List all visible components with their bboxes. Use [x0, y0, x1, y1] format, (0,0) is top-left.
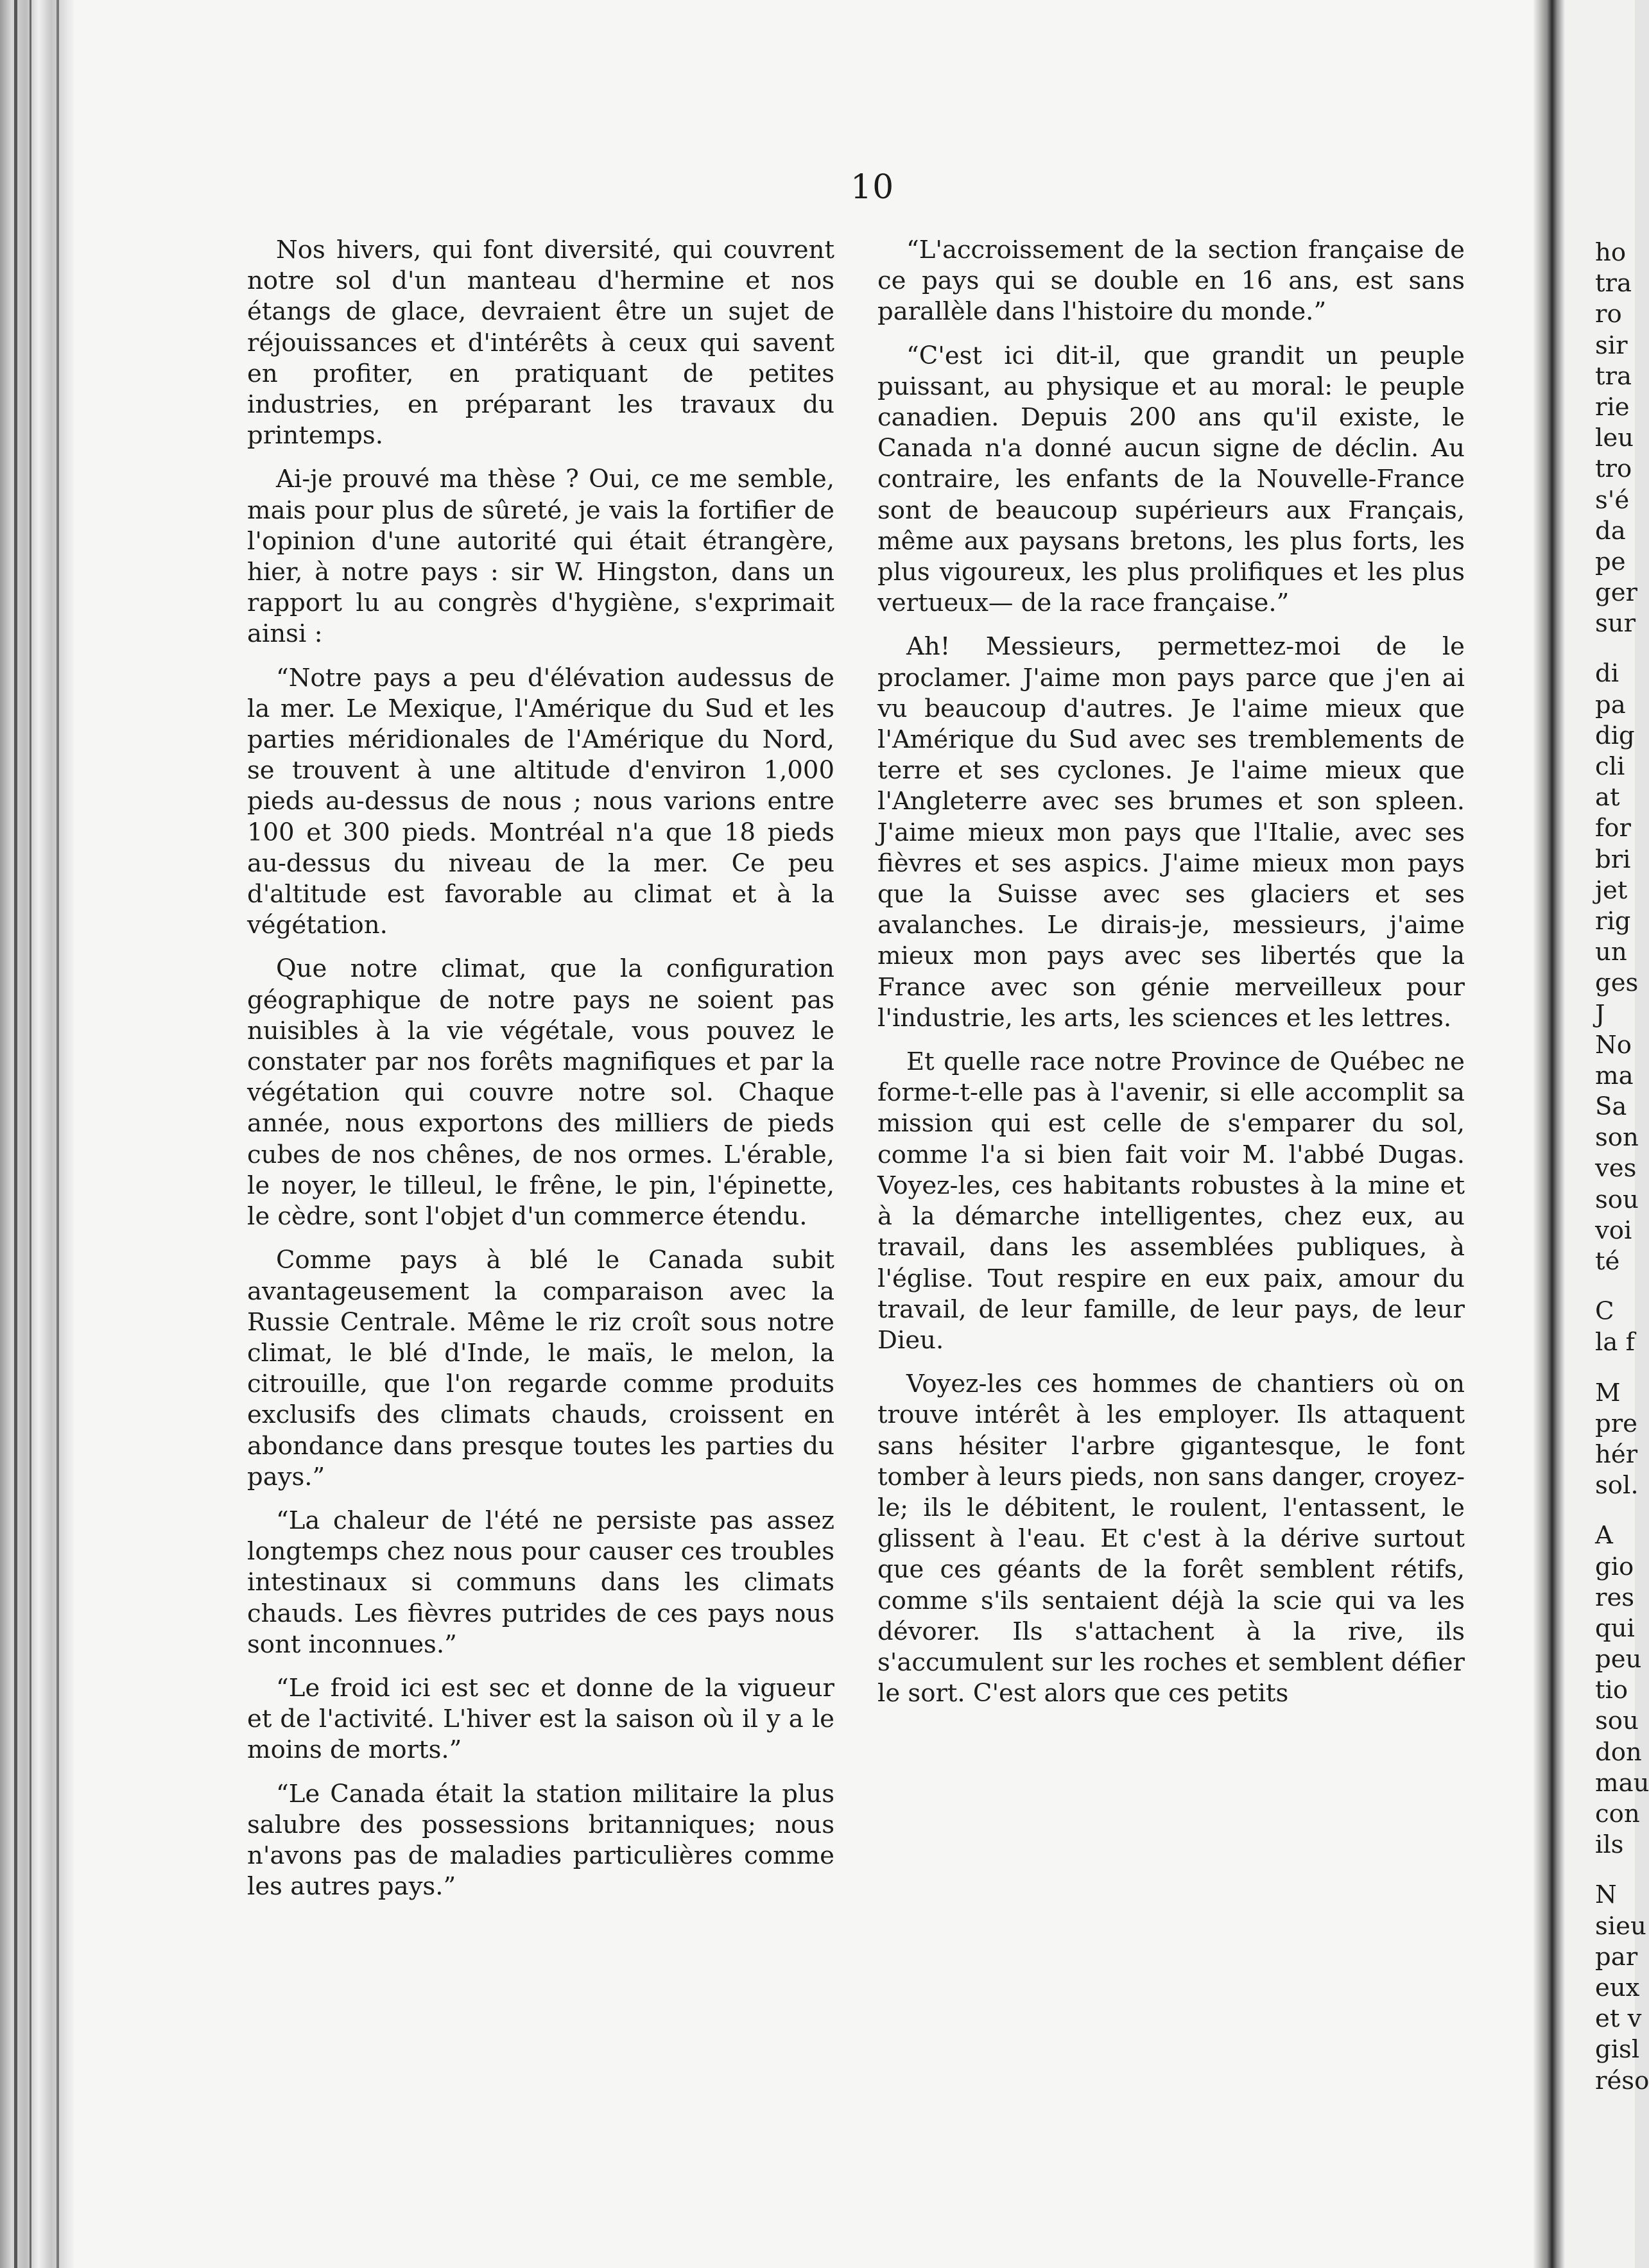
facing-page-fragment-line: [1565, 1860, 1635, 1880]
paragraph: Ah! Messieurs, permettez-moi de le proclamer. J'aime mon pays parce que j'en ai vu beaucoup d'autres. Je l'aime mieux que l'Amérique du Sud avec ses tremblements de terre et ses cyclones. Je l'aime mieux que l'Angleterre avec ses brumes et son spleen. J'aime mieux mon pays que l'Italie, avec ses fièvres et ses aspics. J'aime mieux mon pays que la Suisse avec ses glaciers et ses avalanches. Le dirais-je, messieurs, j'aime mieux mon pays avec ses libertés que la France avec son génie merveilleux pour l'industrie, les arts, les sciences et les lettres.: [877, 632, 1465, 1033]
facing-page-fragment-line: ils: [1595, 1830, 1624, 1860]
paragraph: “Notre pays a peu d'élévation audessus de la mer. Le Mexique, l'Amérique du Sud et les parties méridionales de l'Amérique du Nord, se trouvent à une altitude d'environ 1,000 pieds au-dessus de nous ; nous varions entre 100 et 300 pieds. Montréal n'a que 18 pieds au-dessus du niveau de la mer. Ce peu d'altitude est favorable au climat et à la végétation.: [247, 663, 834, 940]
facing-page-fragment-line: da: [1595, 516, 1626, 546]
facing-page-edge: [1565, 0, 1649, 2268]
facing-page-fragment-line: di: [1595, 659, 1619, 689]
facing-page-fragment-line: A: [1595, 1521, 1613, 1551]
paragraph: Nos hivers, qui font diversité, qui couvrent notre sol d'un manteau d'hermine et nos étangs de glace, devraient être un sujet de réjouissances et d'intérêts à ceux qui savent en profiter, en pratiquant de petites industries, en préparant les travaux du printemps.: [247, 236, 834, 451]
facing-page-fragment-line: res: [1595, 1583, 1635, 1612]
facing-page-fragment-line: con: [1595, 1800, 1640, 1828]
facing-page-fragment-line: ro: [1595, 300, 1622, 329]
facing-page-fragment-line: un: [1595, 938, 1627, 967]
facing-page-fragment-line: ho: [1595, 238, 1627, 267]
facing-page-fragment-line: cli: [1595, 752, 1625, 781]
facing-page-fragment-line: par: [1595, 1942, 1638, 1972]
facing-page-fragment-line: bri: [1595, 845, 1631, 874]
page-gutter-shadow: [1533, 0, 1565, 2268]
facing-page-fragment-line: gio: [1595, 1552, 1634, 1581]
paragraph: “Le Canada était la station militaire la plus salubre des possessions britanniques; nous n'avons pas de maladies particulières comme les autres pays.”: [247, 1779, 834, 1902]
facing-page-fragment-line: [1565, 1501, 1635, 1520]
left-text-column: [247, 235, 834, 1915]
facing-page-fragment-line: la f: [1595, 1328, 1635, 1357]
right-text-column: [877, 235, 1465, 1722]
facing-page-fragment-line: sur: [1595, 609, 1636, 639]
facing-page-fragment-line: eux: [1595, 1973, 1640, 2002]
facing-page-fragment-line: M: [1595, 1378, 1621, 1407]
facing-page-fragment-line: hér: [1595, 1439, 1638, 1469]
facing-page-fragment-line: jet: [1595, 875, 1628, 905]
facing-page-fragment-line: ger: [1595, 578, 1637, 608]
page-number: 10: [850, 168, 895, 207]
facing-page-fragment-line: sieu: [1595, 1911, 1646, 1941]
facing-page-fragment-line: mau: [1595, 1768, 1649, 1798]
facing-page-fragment-line: qui: [1595, 1613, 1635, 1643]
paragraph: Et quelle race notre Province de Québec ne forme-t-elle pas à l'avenir, si elle accomplit sa mission qui est celle de s'emparer du sol, comme l'a si bien fait voir M. l'abbé Dugas. Voyez-les, ces habitants robustes à la mine et à la démarche intelligentes, chez eux, au travail, dans les assemblées publiques, à l'église. Tout respire en eux paix, amour du travail, de leur famille, de leur pays, de leur Dieu.: [877, 1047, 1465, 1355]
facing-page-fragment-line: rie: [1595, 392, 1630, 422]
facing-page-fragment-line: at: [1595, 783, 1620, 812]
facing-page-fragment-line: tra: [1595, 269, 1632, 298]
facing-page-fragment-line: [1565, 1277, 1635, 1296]
facing-page-fragment-line: tra: [1595, 361, 1632, 391]
paragraph: Ai-je prouvé ma thèse ? Oui, ce me semble, mais pour plus de sûreté, je vais la fortifier de l'opinion d'une autorité qui était étrangère, hier, à notre pays : sir W. Hingston, dans un rapport lu au congrès d'hygiène, s'exprimait ainsi :: [247, 465, 834, 649]
paragraph: “La chaleur de l'été ne persiste pas assez longtemps chez nous pour causer ces troubles intestinaux si communs dans les climats chauds. Les fièvres putrides de ces pays nous sont inconnues.”: [247, 1506, 834, 1659]
facing-page-fragment-line: N: [1595, 1880, 1617, 1910]
facing-page-fragment-line: sou: [1595, 1706, 1639, 1736]
facing-page-fragment-line: tro: [1595, 454, 1632, 484]
paragraph: “L'accroissement de la section française de ce pays qui se double en 16 ans, est sans parallèle dans l'histoire du monde.”: [877, 236, 1465, 327]
facing-page-fragment-line: pa: [1595, 690, 1626, 719]
facing-page-fragment-line: s'é: [1595, 485, 1630, 515]
facing-page-fragment-line: ges: [1595, 968, 1639, 998]
facing-page-fragment-line: voi: [1595, 1216, 1632, 1245]
binding-edge-line: [56, 0, 59, 2268]
facing-page-fragment-line: for: [1595, 814, 1631, 843]
binding-edge-line: [30, 0, 31, 2268]
facing-page-fragment-line: sou: [1595, 1185, 1639, 1214]
paragraph: “C'est ici dit-il, que grandit un peuple puissant, au physique et au moral: le peuple canadien. Depuis 200 ans qu'il existe, le Canada n'a donné aucun signe de déclin. Au contraire, les enfants de la Nouvelle-France sont de beaucoup supérieurs aux Français, même aux paysans bretons, les plus forts, les plus vigoureux, les plus prolifiques et les plus vertueux— de la race française.”: [877, 341, 1465, 618]
facing-page-fragment-line: sir: [1595, 331, 1628, 360]
paragraph: Voyez-les ces hommes de chantiers où on trouve intérêt à les employer. Ils attaquent sans hésiter l'arbre gigantesque, le font tomber à leurs pieds, non sans danger, croyez-le; ils le débitent, le roulent, l'entassent, le glissent à l'eau. Et c'est à la dérive surtout que ces géants de la forêt semblent rétifs, comme s'ils sentaient déjà la scie qui va les dévorer. Ils s'attachent à la rive, ils s'accumulent sur les roches et semblent défier le sort. C'est alors que ces petits: [877, 1370, 1465, 1708]
facing-page-fragment-line: sol.: [1595, 1471, 1639, 1500]
facing-page-fragment-line: réso: [1595, 2066, 1649, 2095]
facing-page-fragment-line: tio: [1595, 1676, 1628, 1705]
facing-page-fragment-line: J: [1595, 999, 1605, 1029]
facing-page-fragment-line: pe: [1595, 547, 1626, 576]
facing-page-fragment-line: pre: [1595, 1409, 1637, 1438]
facing-page-fragment-line: No: [1595, 1030, 1632, 1060]
facing-page-fragment-line: C: [1595, 1297, 1614, 1327]
binding-edge-line: [14, 0, 17, 2268]
facing-page-fragment-line: ves: [1595, 1154, 1637, 1183]
paragraph: “Le froid ici est sec et donne de la vigueur et de l'activité. L'hiver est la saison où il y a le moins de morts.”: [247, 1673, 834, 1765]
facing-page-fragment-line: leu: [1595, 424, 1634, 453]
facing-page-fragment-line: rig: [1595, 906, 1631, 936]
facing-page-fragment-line: [1565, 1359, 1635, 1378]
facing-page-fragment-line: dig: [1595, 721, 1635, 750]
paragraph: Que notre climat, que la configuration géographique de notre pays ne soient pas nuisibles à la vie végétale, vous pouvez le constater par nos forêts magnifiques et par la végétation qui couvre notre sol. Chaque année, nous exportons des milliers de pieds cubes de nos chênes, de nos ormes. L'érable, le noyer, le tilleul, le frêne, le pin, l'épinette, le cèdre, sont l'objet d'un commerce étendu.: [247, 954, 834, 1232]
book-binding: [0, 0, 74, 2268]
facing-page-text-fragments: [1565, 237, 1649, 2097]
facing-page-fragment-line: Sa: [1595, 1092, 1627, 1122]
facing-page-fragment-line: té: [1595, 1247, 1620, 1276]
facing-page-fragment-line: ma: [1595, 1061, 1634, 1090]
facing-page-fragment-line: son: [1595, 1123, 1639, 1153]
facing-page-fragment-line: et v: [1595, 2004, 1642, 2034]
facing-page-fragment-line: peu: [1595, 1645, 1642, 1674]
facing-page-fragment-line: gisl: [1595, 2035, 1640, 2065]
paragraph: Comme pays à blé le Canada subit avantageusement la comparaison avec la Russie Centrale. Même le riz croît sous notre climat, le blé d'Inde, le maïs, le melon, la citrouille, que l'on regarde comme produits exclusifs des climats chauds, croissent en abondance dans presque toutes les parties du pays.”: [247, 1246, 834, 1491]
facing-page-fragment-line: [1565, 639, 1635, 658]
facing-page-fragment-line: don: [1595, 1737, 1642, 1767]
